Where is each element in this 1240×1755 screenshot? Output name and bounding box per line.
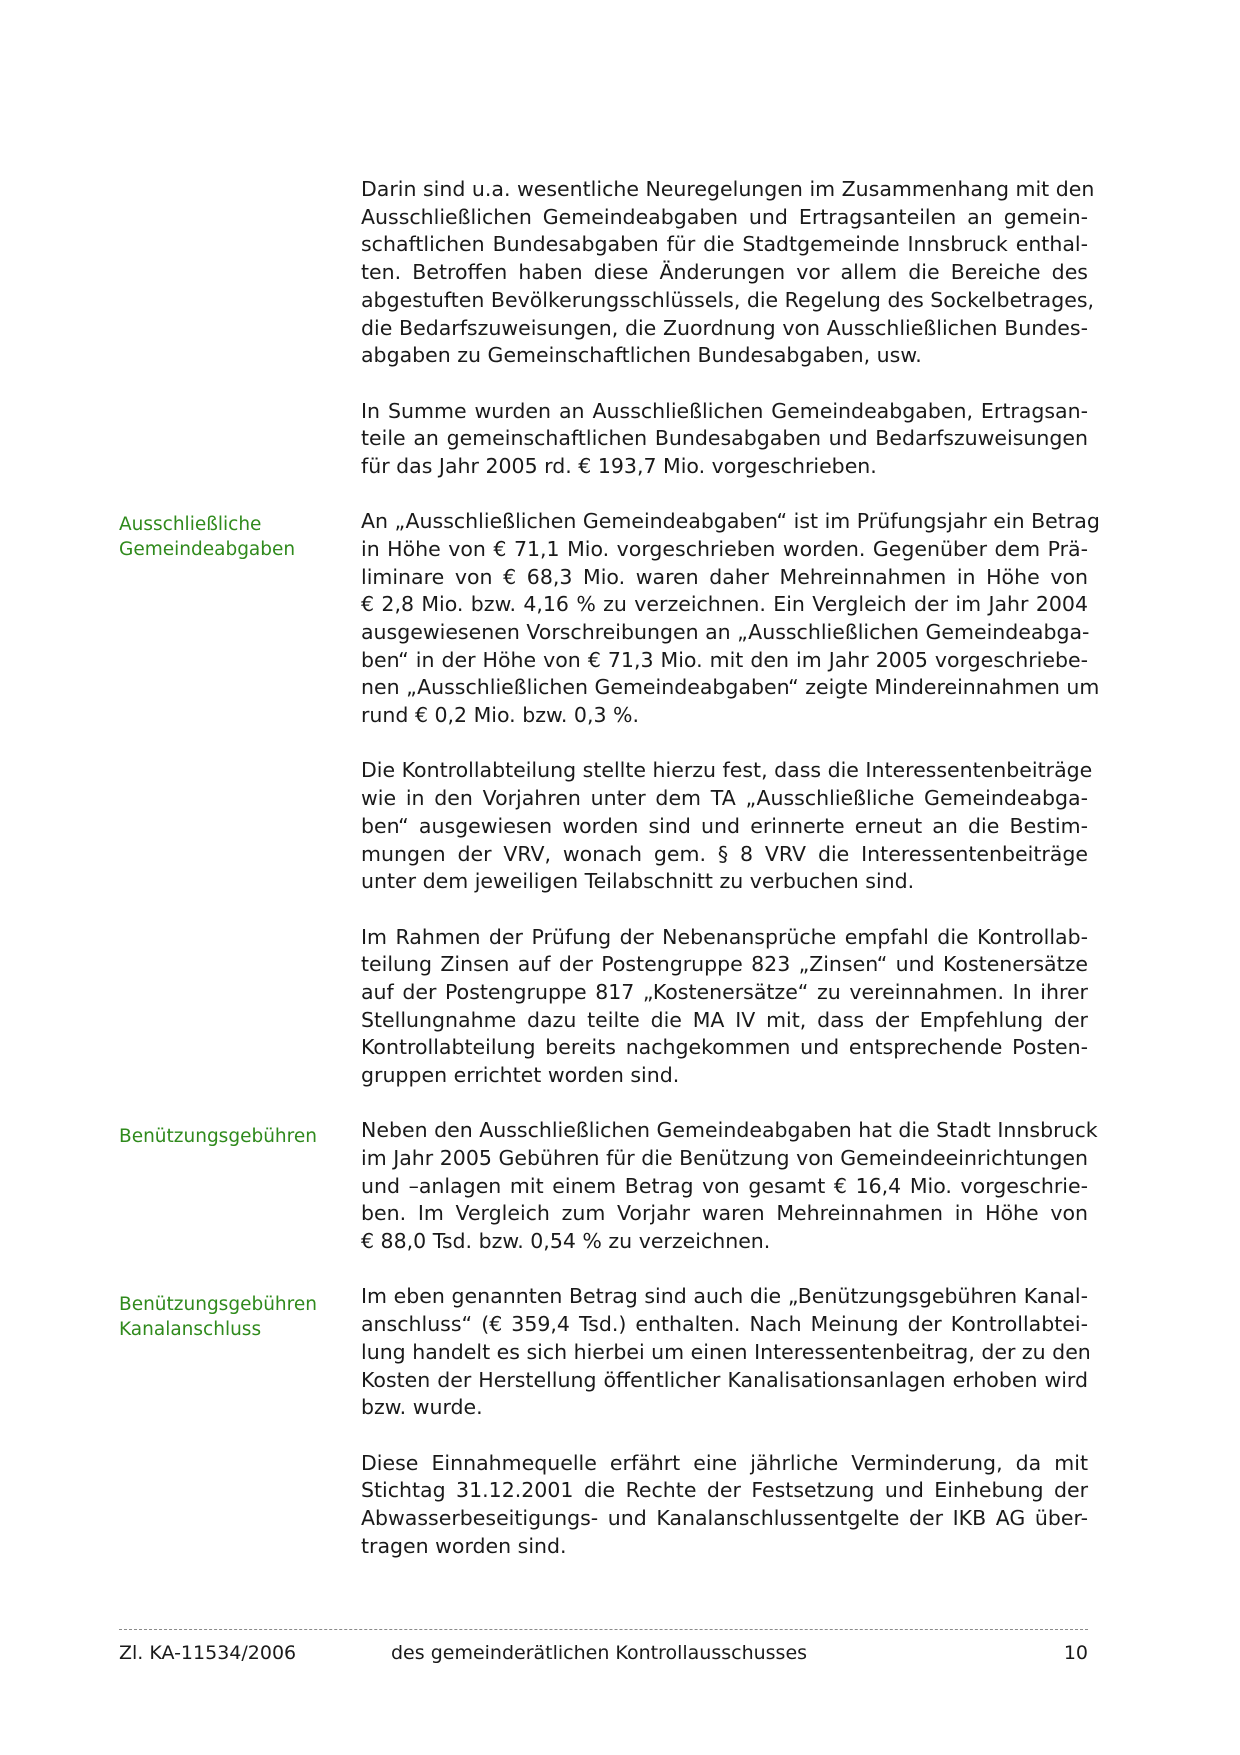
text-line: abgestuften Bevölkerungsschlüssels, die Regelung des Sockelbetrages,: [361, 287, 1095, 312]
page-number: 10: [1063, 1642, 1088, 1664]
text-line: Kontrollabteilung bereits nachgekommen und entsprechende Posten-: [361, 1035, 1088, 1060]
text-line: abgaben zu Gemeinschaftlichen Bundesabgaben, usw.: [361, 343, 922, 368]
text-line: tragen worden sind.: [361, 1533, 567, 1558]
text-line: wie in den Vorjahren unter dem TA „Ausschließliche Gemeindeabga-: [361, 786, 1088, 811]
text-line: Ausschließlichen Gemeindeabgaben und Ertragsanteilen an gemein-: [361, 204, 1088, 229]
text-line: die Bedarfszuweisungen, die Zuordnung von Ausschließlichen Bundes-: [361, 315, 1088, 340]
text-line: ten. Betroffen haben diese Änderungen vor allem die Bereiche des: [361, 260, 1088, 285]
side-note-gemeindeabgaben: [119, 512, 339, 562]
text-line: Diese Einnahmequelle erfährt eine jährliche Verminderung, da mit: [361, 1450, 1088, 1475]
text-line: im Jahr 2005 Gebühren für die Benützung von Gemeindeeinrichtungen: [361, 1146, 1088, 1171]
text-line: ausgewiesenen Vorschreibungen an „Ausschließlichen Gemeindeabga-: [361, 620, 1090, 645]
paragraph-kontrollabteilung: [361, 757, 1093, 896]
paragraph-benuetzungsgebuehren: [361, 1117, 1098, 1256]
side-note-line: Benützungsgebühren: [119, 1294, 317, 1315]
side-note-line: Kanalanschluss: [119, 1319, 262, 1340]
text-line: Stichtag 31.12.2001 die Rechte der Festsetzung und Einhebung der: [361, 1478, 1088, 1503]
paragraph-einnahmequelle: [361, 1450, 1088, 1561]
text-line: rund € 0,2 Mio. bzw. 0,3 %.: [361, 703, 640, 728]
footer-reference: Zl. KA-11534/2006: [119, 1642, 297, 1664]
text-line: teile an gemeinschaftlichen Bundesabgaben und Bedarfszuweisungen: [361, 426, 1088, 451]
text-line: € 2,8 Mio. bzw. 4,16 % zu verzeichnen. Ein Vergleich der im Jahr 2004: [361, 592, 1088, 617]
text-line: unter dem jeweiligen Teilabschnitt zu verbuchen sind.: [361, 869, 915, 894]
text-line: Im Rahmen der Prüfung der Nebenansprüche empfahl die Kontrollab-: [361, 924, 1088, 949]
side-note-kanalanschluss: [119, 1292, 339, 1342]
text-line: € 88,0 Tsd. bzw. 0,54 % zu verzeichnen.: [361, 1229, 771, 1254]
text-line: ben. Im Vergleich zum Vorjahr waren Mehreinnahmen in Höhe von: [361, 1201, 1088, 1226]
body-text-column: [361, 176, 1100, 1588]
text-line: ben“ ausgewiesen worden sind und erinnerte erneut an die Bestim-: [361, 813, 1088, 838]
footer-divider: [119, 1629, 1088, 1630]
text-line: Im eben genannten Betrag sind auch die „Benützungsgebühren Kanal-: [361, 1284, 1088, 1309]
side-note-line: Ausschließliche: [119, 514, 262, 535]
text-line: auf der Postengruppe 817 „Kostenersätze“ zu vereinnahmen. In ihrer: [361, 979, 1088, 1004]
text-line: An „Ausschließlichen Gemeindeabgaben“ ist im Prüfungsjahr ein Betrag: [361, 509, 1100, 534]
paragraph-gemeindeabgaben: [361, 508, 1100, 730]
text-line: liminare von € 68,3 Mio. waren daher Mehreinnahmen in Höhe von: [361, 564, 1088, 589]
paragraph-nebenansprueche: [361, 924, 1088, 1090]
text-line: In Summe wurden an Ausschließlichen Gemeindeabgaben, Ertragsan-: [361, 398, 1088, 423]
text-line: für das Jahr 2005 rd. € 193,7 Mio. vorgeschrieben.: [361, 453, 877, 478]
text-line: Darin sind u.a. wesentliche Neuregelungen im Zusammenhang mit den: [361, 177, 1095, 201]
side-note-line: Benützungsgebühren: [119, 1126, 317, 1147]
text-line: Kosten der Herstellung öffentlicher Kanalisationsanlagen erhoben wird: [361, 1367, 1088, 1392]
text-line: ben“ in der Höhe von € 71,3 Mio. mit den im Jahr 2005 vorgeschriebe-: [361, 647, 1088, 672]
text-line: Neben den Ausschließlichen Gemeindeabgaben hat die Stadt Innsbruck: [361, 1118, 1098, 1143]
text-line: bzw. wurde.: [361, 1395, 483, 1420]
paragraph-intro: [361, 176, 1095, 370]
text-line: Abwasserbeseitigungs- und Kanalanschlussentgelte der IKB AG über-: [361, 1505, 1088, 1530]
text-line: lung handelt es sich hierbei um einen Interessentenbeitrag, der zu den: [361, 1339, 1091, 1364]
text-line: nen „Ausschließlichen Gemeindeabgaben“ zeigte Mindereinnahmen um: [361, 675, 1100, 700]
text-line: mungen der VRV, wonach gem. § 8 VRV die Interessentenbeiträge: [361, 841, 1088, 866]
side-note-benuetzungsgebuehren: [119, 1124, 339, 1149]
text-line: teilung Zinsen auf der Postengruppe 823 „Zinsen“ und Kostenersätze: [361, 952, 1088, 977]
footer-title: des gemeinderätlichen Kontrollausschusses: [391, 1642, 808, 1664]
paragraph-kanalanschluss: [361, 1283, 1091, 1422]
text-line: gruppen errichtet worden sind.: [361, 1063, 680, 1088]
paragraph-summary: [361, 398, 1088, 481]
text-line: Die Kontrollabteilung stellte hierzu fest, dass die Interessentenbeiträge: [361, 758, 1093, 783]
text-line: in Höhe von € 71,1 Mio. vorgeschrieben worden. Gegenüber dem Prä-: [361, 536, 1088, 561]
text-line: schaftlichen Bundesabgaben für die Stadtgemeinde Innsbruck enthal-: [361, 232, 1088, 257]
text-line: Stellungnahme dazu teilte die MA IV mit, dass der Empfehlung der: [361, 1007, 1088, 1032]
text-line: und –anlagen mit einem Betrag von gesamt € 16,4 Mio. vorgeschrie-: [361, 1173, 1088, 1198]
text-line: anschluss“ (€ 359,4 Tsd.) enthalten. Nach Meinung der Kontrollabtei-: [361, 1312, 1088, 1337]
side-note-line: Gemeindeabgaben: [119, 539, 296, 560]
